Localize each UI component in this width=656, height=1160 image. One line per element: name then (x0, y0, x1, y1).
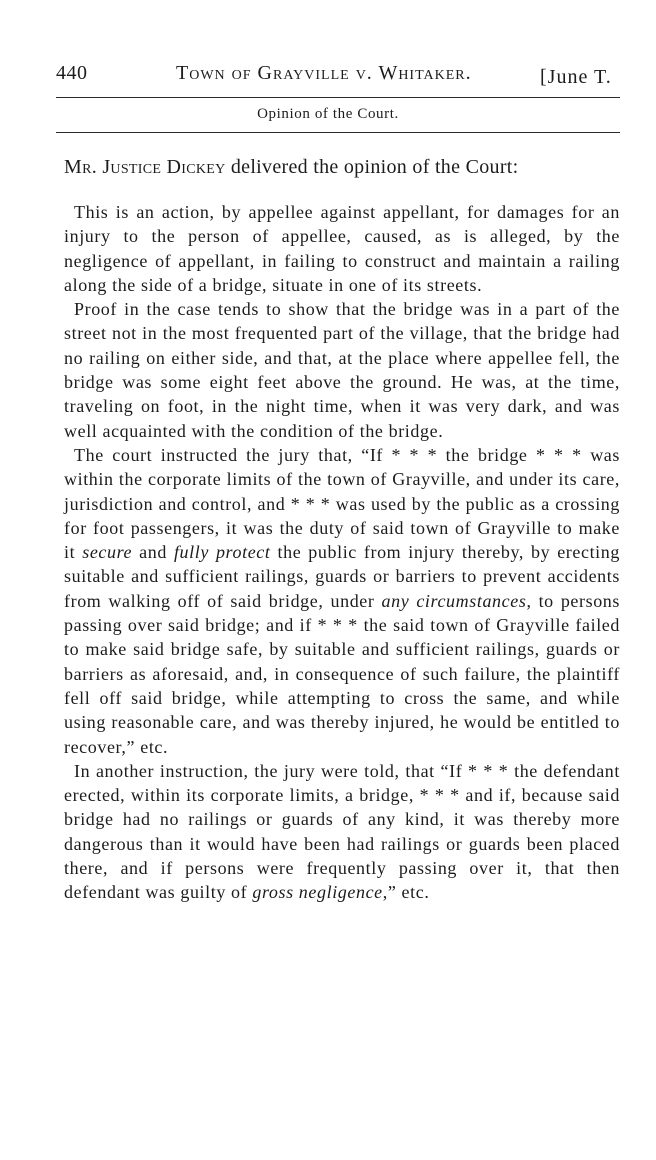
section-subheader: Opinion of the Court. (257, 106, 399, 122)
opinion-body (64, 200, 620, 905)
opinion-intro (64, 156, 624, 179)
page-number: 440 (56, 62, 88, 84)
justice-name: Mr. Justice Dickey (64, 156, 226, 178)
header-rule-top (56, 97, 620, 98)
paragraph: The court instructed the jury that, “If * * * the bridge * * * was within the corporate limits of the town of Grayville, and under its care, jurisdiction and control, and * * * was used by the public as a crossing for foot passengers, it was the duty of said town of Grayville to make it secure and fully protect the public from injury thereby, by erecting suitable and sufficient railings, guards or barriers to prevent accidents from walking off of said bridge, under any circumstances, to persons passing over said bridge; and if * * * the said town of Grayville failed to make said bridge safe, by suitable and sufficient railings, guards or barriers as aforesaid, and, in consequence of such failure, the plaintiff fell off said bridge, while attempting to cross the same, and while using reasonable care, and was thereby injured, he would be entitled to recover,” etc. (64, 444, 621, 757)
term-label: [June T. (540, 66, 612, 88)
page-header (56, 62, 628, 92)
paragraph: Proof in the case tends to show that the bridge was in a part of the street not in the most frequented part of the village, that the bridge had no railing on either side, and that, at the place where appellee fell, the bridge was some eight feet above the ground. He was, at the time, traveling on foot, in the night time, when it was very dark, and was well acquainted with the condition of the bridge. (64, 299, 620, 441)
opinion-intro-text: delivered the opinion of the Court: (230, 156, 519, 178)
paragraph: In another instruction, the jury were told, that “If * * * the defendant erected, within its corporate limits, a bridge, * * * and if, because said bridge had no railings or guards of any kind, it was thereby more dangerous than it would have been had railings or guards been placed there, and if persons were frequently passing over it, that then defendant was guilty of gross negligence,” etc. (64, 760, 620, 903)
header-rule-bottom (56, 132, 620, 133)
paragraph: This is an action, by appellee against appellant, for damages for an injury to the person of appellee, caused, as is alleged, by the negligence of appellant, in failing to construct and maintain a railing along the side of a bridge, situate in one of its streets. (64, 202, 620, 295)
running-title: Town of Grayville v. Whitaker. (176, 62, 472, 84)
